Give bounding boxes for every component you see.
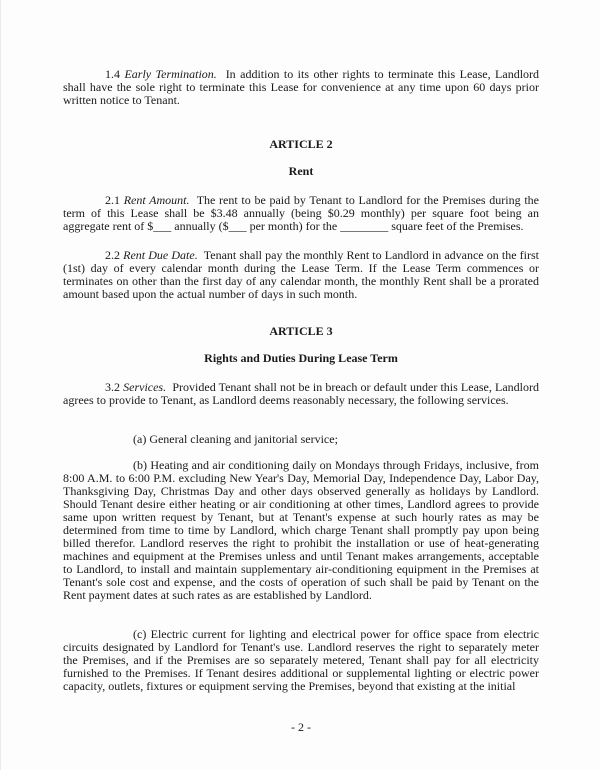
section-3-2 [63, 381, 539, 407]
section-2-1 [63, 194, 539, 233]
section-3-2-number: 3.2 [105, 380, 120, 394]
article-3-title: ARTICLE 3 [269, 324, 333, 338]
service-item-b: (b) Heating and air conditioning daily on Mondays through Fridays, inclusive, from 8:00 A.M. to 6:00 P.M. excluding New Year's Day, Memorial Day, Independence Day, Labor Day, Thanksgiving Day, Christmas Day and other days observed generally as holidays by Landlord. Should Tenant desire either heating or air conditioning at other times, Landlord agrees to provide same upon written request by Tenant, but at Tenant's expense at such hourly rates as may be determined from time to time by Landlord, which charge Tenant shall promptly pay upon being billed therefor. Landlord reserves the right to prohibit the installation or use of heat-generating machines and equipment at the Premises unless and until Tenant makes arrangements, acceptable to Landlord, to install and maintain supplementary air-conditioning equipment in the Premises at Tenant's sole cost and expense, and the costs of operation of such shall be paid by Tenant on the Rent payment dates at such rates as are established by Landlord. [63, 458, 539, 602]
section-3-2-heading: Services. [123, 380, 167, 394]
section-2-2 [63, 249, 539, 301]
section-1-4-text: In addition to its other rights to terminate this Lease, Landlord shall have the sole right to terminate this Lease for convenience at any time upon 60 days prior written notice to Tenant. [63, 67, 540, 107]
article-2-subtitle: Rent [288, 164, 314, 178]
section-2-1-heading: Rent Amount. [123, 193, 190, 207]
service-item-c: (c) Electric current for lighting and electrical power for office space from electric circuits designated by Landlord for Tenant's use. Landlord reserves the right to separately meter the Premises, and if the Premises are so separately metered, Tenant shall pay for all electricity furnished to the Premises. If Tenant desires additional or supplemental lighting or electric power capacity, outlets, fixtures or equipment serving the Premises, beyond that existing at the initial [63, 627, 539, 693]
section-1-4-number: 1.4 [105, 67, 120, 81]
article-3-subtitle: Rights and Duties During Lease Term [204, 351, 398, 365]
article-2-title: ARTICLE 2 [269, 137, 333, 151]
section-2-1-number: 2.1 [105, 193, 120, 207]
section-2-1-text: The rent to be paid by Tenant to Landlord for the Premises during the term of this Lease shall be $3.48 annually (being $0.29 monthly) per square foot being an aggregate rent of $___ annually ($___ per month) for the ________ square feet of the Premises. [63, 193, 539, 233]
section-2-2-heading: Rent Due Date. [123, 248, 198, 262]
service-item-a: (a) General cleaning and janitorial service; [133, 432, 338, 446]
section-3-2-text: Provided Tenant shall not be in breach or default under this Lease, Landlord agrees to provide to Tenant, as Landlord deems reasonably necessary, the following services. [63, 380, 539, 407]
page-number: - 2 - [291, 720, 311, 734]
section-2-2-text: Tenant shall pay the monthly Rent to Landlord in advance on the first (1st) day of every calendar month during the Lease Term. If the Lease Term commences or terminates on other than the first day of any calendar month, the monthly Rent shall be a prorated amount based upon the actual number of days in such month. [63, 248, 540, 301]
section-2-2-number: 2.2 [105, 248, 120, 262]
section-1-4-heading: Early Termination. [124, 67, 217, 81]
section-1-4 [63, 68, 539, 107]
